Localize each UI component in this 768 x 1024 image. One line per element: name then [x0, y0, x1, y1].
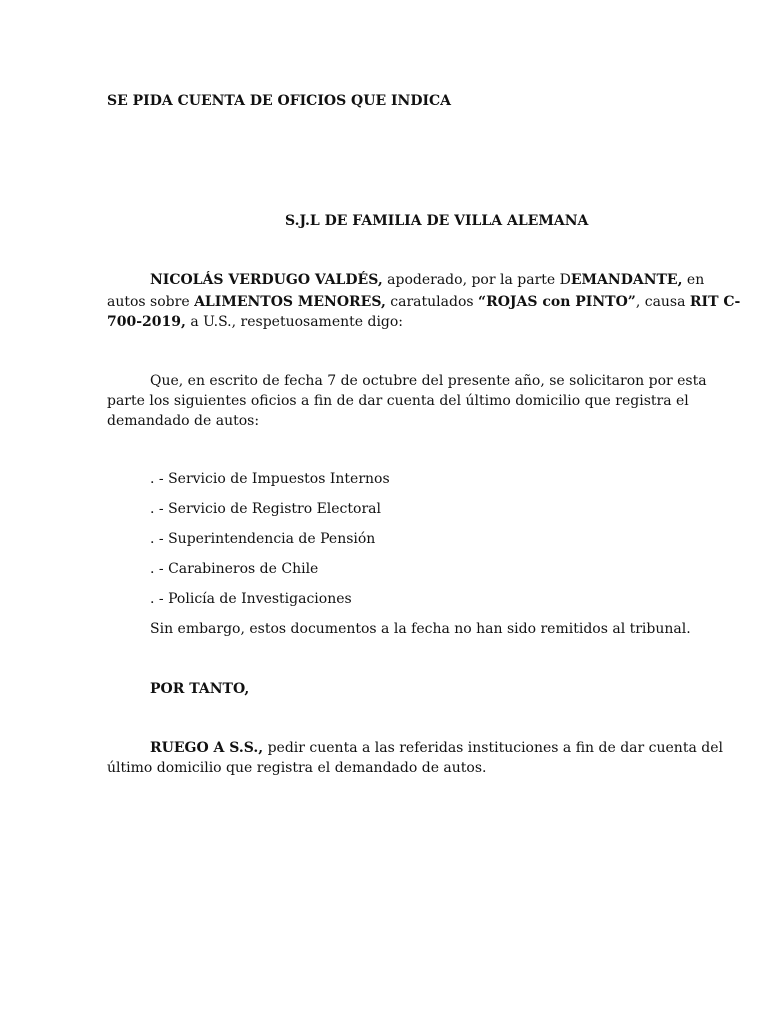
por-tanto-heading: POR TANTO,	[150, 681, 250, 697]
list-item: . - Servicio de Registro Electoral	[150, 501, 381, 517]
sin-embargo-text: Sin embargo, estos documentos a la fecha no han sido remitidos al tribunal.	[150, 621, 691, 637]
list-item: . - Policía de Investigaciones	[150, 591, 352, 607]
intro-line-1: NICOLÁS VERDUGO VALDÉS, apoderado, por la parte DEMANDANTE, en	[150, 272, 705, 288]
document-heading: SE PIDA CUENTA DE OFICIOS QUE INDICA	[107, 93, 452, 109]
court-addressee: S.J.L DE FAMILIA DE VILLA ALEMANA	[285, 213, 589, 229]
list-item: . - Carabineros de Chile	[150, 561, 319, 577]
intro-line-2: autos sobre ALIMENTOS MENORES, caratulados “ROJAS con PINTO”, causa RIT C-	[107, 294, 741, 310]
body-line-2: parte los siguientes oficios a fin de dar cuenta del último domicilio que registra el	[107, 393, 689, 409]
ruego-line-2: último domicilio que registra el demandado de autos.	[107, 760, 487, 776]
list-item: . - Servicio de Impuestos Internos	[150, 471, 390, 487]
ruego-line-1: RUEGO A S.S., pedir cuenta a las referidas instituciones a fin de dar cuenta del	[150, 740, 723, 756]
body-line-1: Que, en escrito de fecha 7 de octubre del presente año, se solicitaron por esta	[150, 373, 707, 389]
list-item: . - Superintendencia de Pensión	[150, 531, 376, 547]
intro-line-3: 700-2019, a U.S., respetuosamente digo:	[107, 314, 404, 330]
body-line-3: demandado de autos:	[107, 413, 260, 429]
